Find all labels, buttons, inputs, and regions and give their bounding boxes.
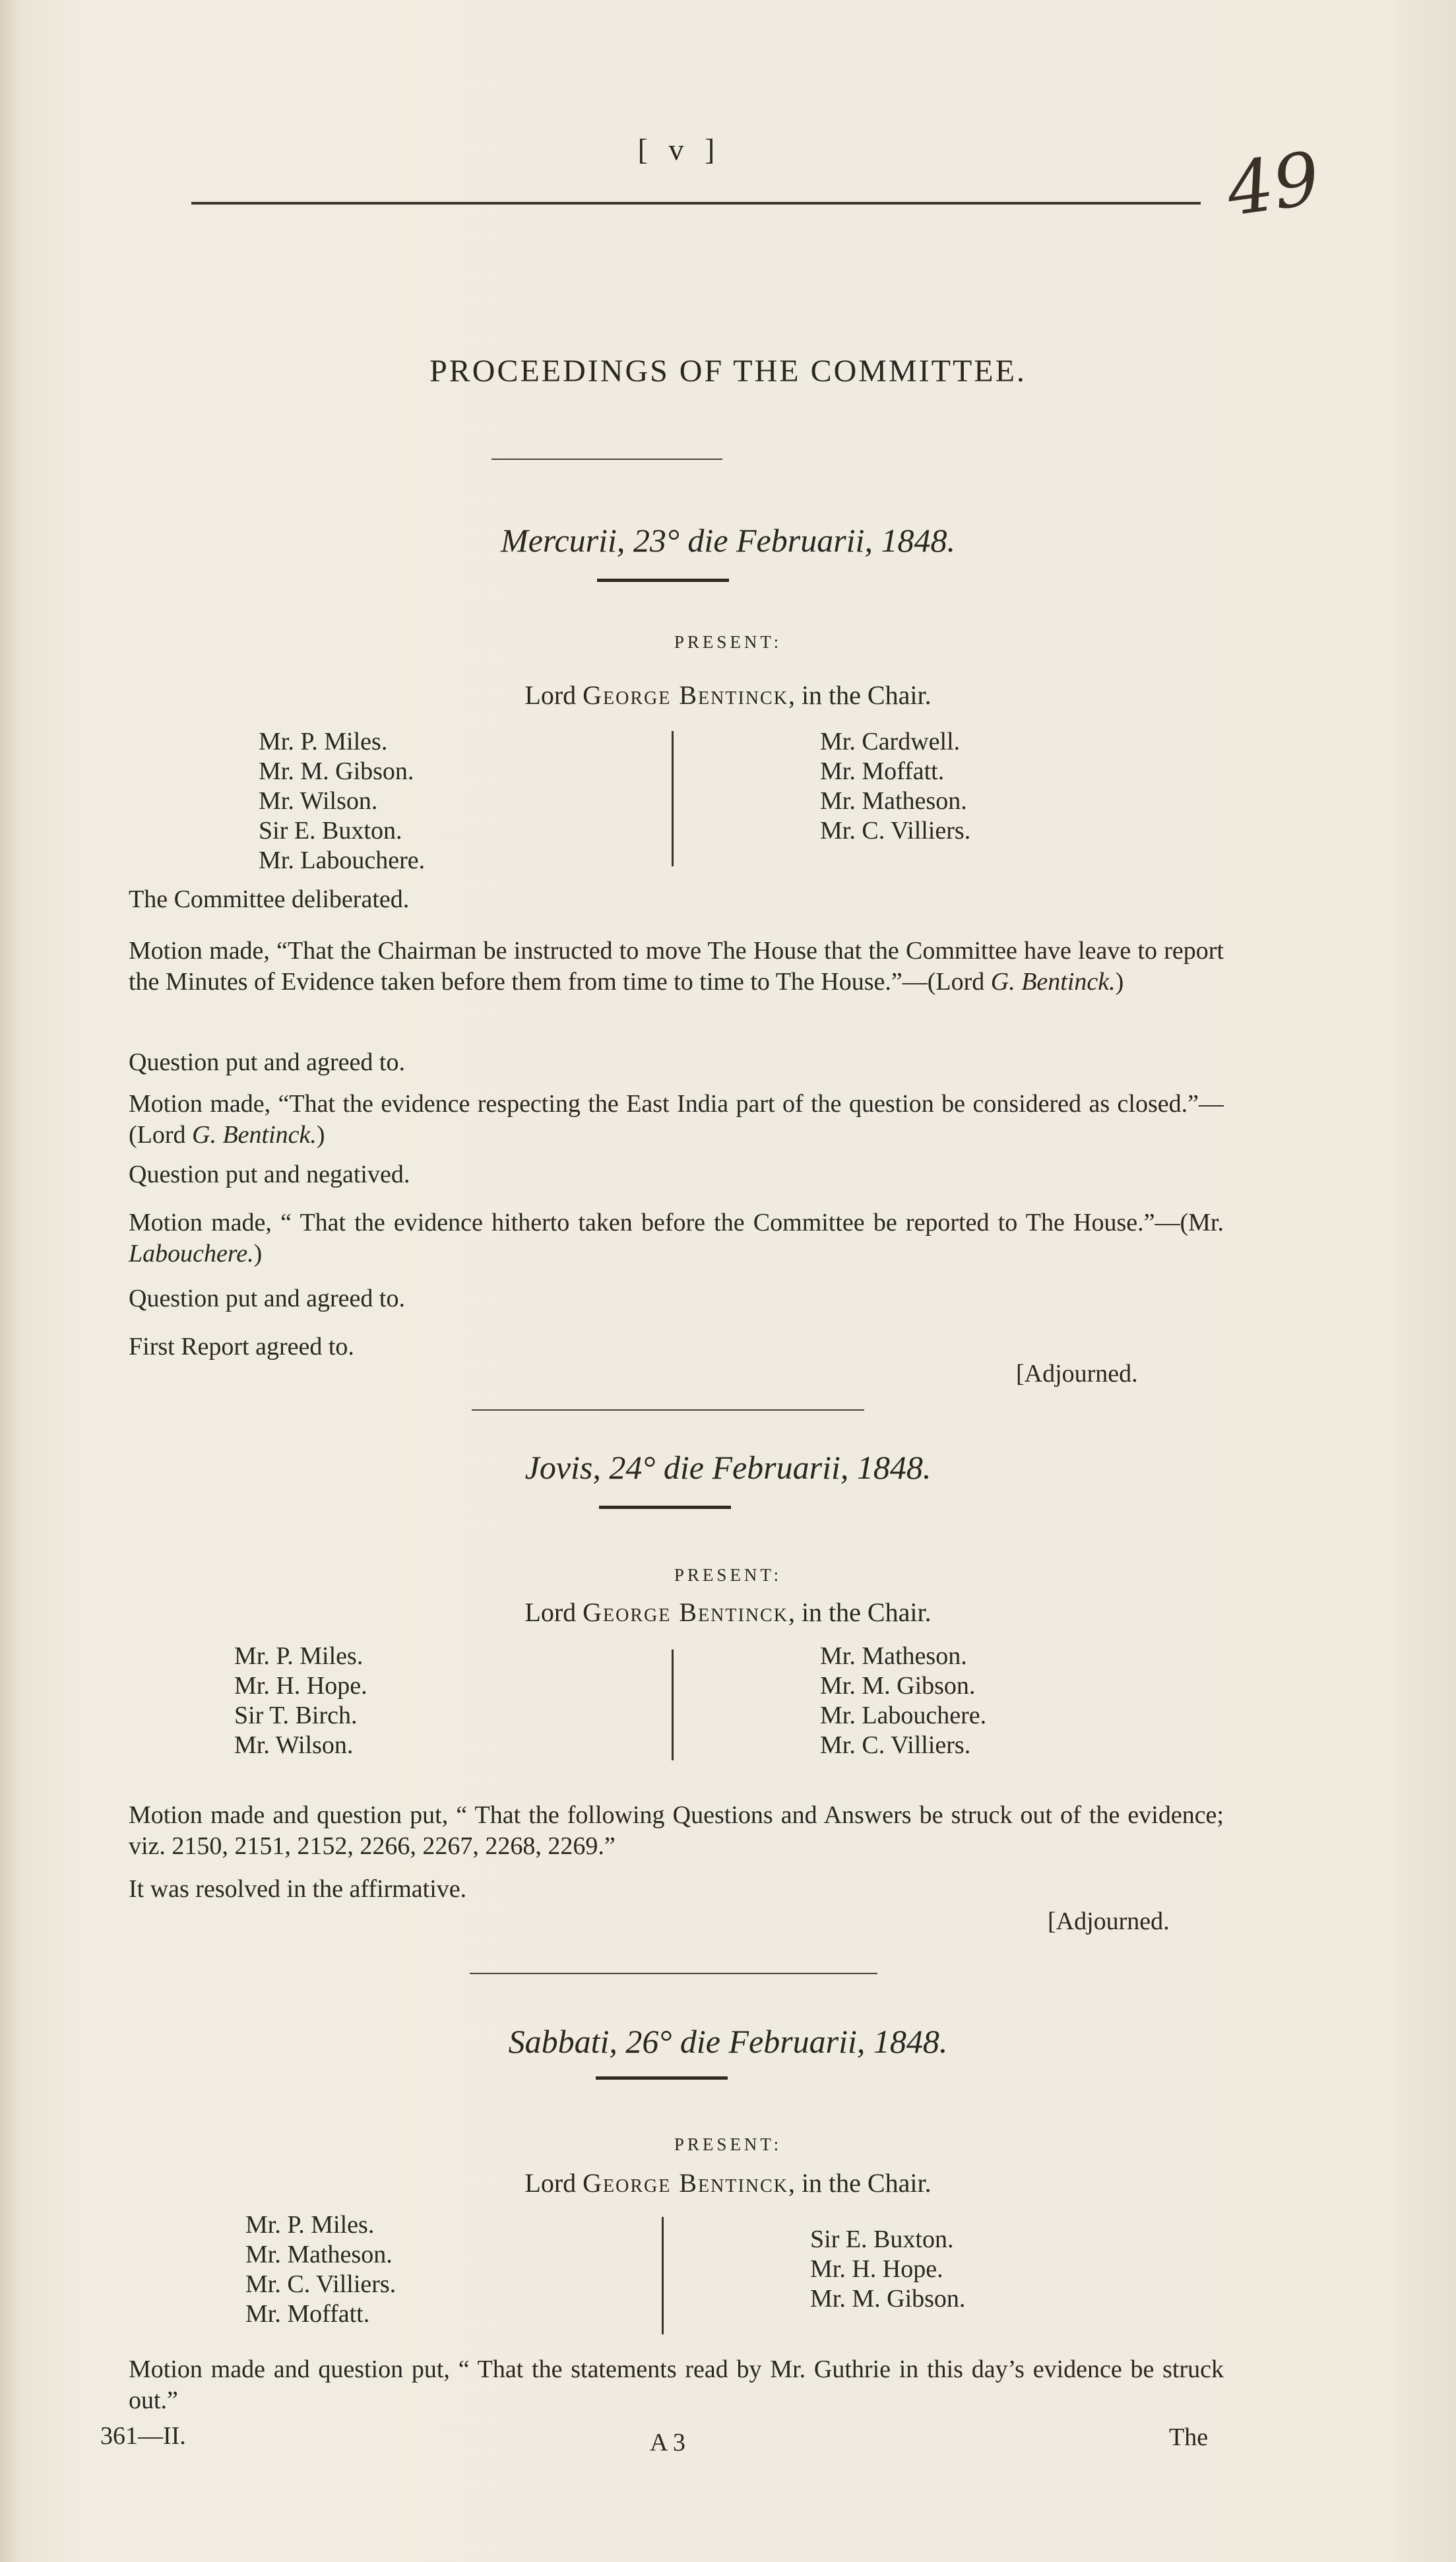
session-3-date: Sabbati, 26° die Februarii, 1848. — [508, 2023, 948, 2060]
page-number: [ v ] — [637, 133, 722, 166]
session-1-adjourned: [Adjourned. — [1016, 1360, 1138, 1388]
member: Mr. P. Miles. — [259, 728, 388, 755]
paragraph: Motion made and question put, “ That the following Questions and Answers be struck out of the evidence; viz. 2150, 2151, 2152, 2266, 2267, 2268, 2269.” — [129, 1801, 1224, 1860]
member: Mr. Matheson. — [245, 2241, 393, 2268]
session-3-divider — [662, 2217, 664, 2334]
member: Mr. C. Villiers. — [820, 1731, 971, 1759]
member: Mr. M. Gibson. — [259, 757, 414, 785]
member: Mr. Labouchere. — [820, 1702, 987, 1729]
member: Mr. P. Miles. — [245, 2211, 375, 2239]
footer-sheet-number: 361—II. — [100, 2422, 186, 2450]
session-3-date-rule — [596, 2076, 728, 2080]
session-separator — [470, 1973, 877, 1974]
paragraph: First Report agreed to. — [129, 1333, 354, 1361]
member: Mr. M. Gibson. — [810, 2285, 966, 2313]
session-1-date-rule — [597, 579, 729, 582]
session-2-date-rule — [599, 1506, 731, 1509]
session-2-members-right — [820, 1642, 986, 1760]
paragraph: Motion made, “That the evidence respecting the East India part of the question be considered as closed.”—(Lord G. Bentinck.) — [129, 1090, 1224, 1149]
session-2-date: Jovis, 24° die Februarii, 1848. — [524, 1449, 932, 1486]
paragraph: Motion made and question put, “ That the statements read by Mr. Guthrie in this day’s evidence be struck out.” — [129, 2355, 1224, 2414]
footer-catchword: The — [1169, 2423, 1209, 2451]
session-1-chair-line: Lord George Bentinck, in the Chair. — [524, 680, 932, 710]
member: Mr. Matheson. — [820, 1642, 967, 1670]
session-1-members-left — [259, 727, 425, 876]
member: Mr. Labouchere. — [259, 847, 426, 874]
paragraph: The Committee deliberated. — [129, 885, 410, 913]
paragraph: Motion made, “ That the evidence hitherto taken before the Committee be reported to The House.”—(Mr. Labouchere.) — [129, 1209, 1224, 1267]
member: Sir T. Birch. — [234, 1702, 358, 1729]
session-2-adjourned: [Adjourned. — [1048, 1907, 1170, 1935]
member: Mr. Matheson. — [820, 787, 967, 815]
member: Mr. Moffatt. — [820, 757, 945, 785]
session-3-chair-line: Lord George Bentinck, in the Chair. — [524, 2168, 932, 2198]
paragraph: Question put and negatived. — [129, 1161, 410, 1188]
title-rule — [491, 459, 722, 460]
session-2-chair-line: Lord George Bentinck, in the Chair. — [524, 1597, 932, 1627]
session-separator — [472, 1409, 864, 1411]
chair-name: George Bentinck — [583, 1597, 788, 1627]
paragraph: Motion made, “That the Chairman be instructed to move The House that the Committee have leave to report the Minutes of Evidence taken before them from time to time to The House.”—(Lord G. Bentinck.) — [129, 937, 1224, 996]
session-1-divider — [672, 731, 674, 866]
session-3-present-label: PRESENT: — [674, 2134, 782, 2154]
member: Mr. M. Gibson. — [820, 1672, 976, 1700]
member: Mr. C. Villiers. — [820, 817, 971, 845]
member: Sir E. Buxton. — [810, 2226, 954, 2253]
handwritten-folio-mark: 49 — [1221, 135, 1325, 233]
page-title: PROCEEDINGS OF THE COMMITTEE. — [429, 354, 1027, 389]
member: Mr. Cardwell. — [820, 728, 961, 755]
member: Mr. P. Miles. — [234, 1642, 364, 1670]
member: Mr. Wilson. — [234, 1731, 354, 1759]
session-1-present-label: PRESENT: — [674, 632, 782, 652]
member: Mr. C. Villiers. — [245, 2270, 396, 2298]
footer-signature: A 3 — [650, 2429, 685, 2456]
header-rule — [191, 202, 1201, 205]
paragraph: Question put and agreed to. — [129, 1048, 405, 1076]
member: Sir E. Buxton. — [259, 817, 402, 845]
session-2-divider — [672, 1649, 674, 1760]
paragraph: It was resolved in the affirmative. — [129, 1875, 467, 1903]
chair-name: George Bentinck — [583, 680, 788, 710]
chair-name: George Bentinck — [583, 2168, 788, 2198]
member: Mr. H. Hope. — [234, 1672, 367, 1700]
session-2-members-left — [234, 1642, 367, 1760]
session-1-members-right — [820, 727, 970, 846]
member: Mr. Moffatt. — [245, 2300, 370, 2328]
session-1-date: Mercurii, 23° die Februarii, 1848. — [501, 522, 955, 559]
session-3-members-right — [810, 2225, 965, 2314]
session-2-present-label: PRESENT: — [674, 1565, 782, 1585]
session-3-members-left — [245, 2210, 396, 2329]
member: Mr. Wilson. — [259, 787, 378, 815]
paragraph: Question put and agreed to. — [129, 1285, 405, 1312]
member: Mr. H. Hope. — [810, 2255, 943, 2283]
